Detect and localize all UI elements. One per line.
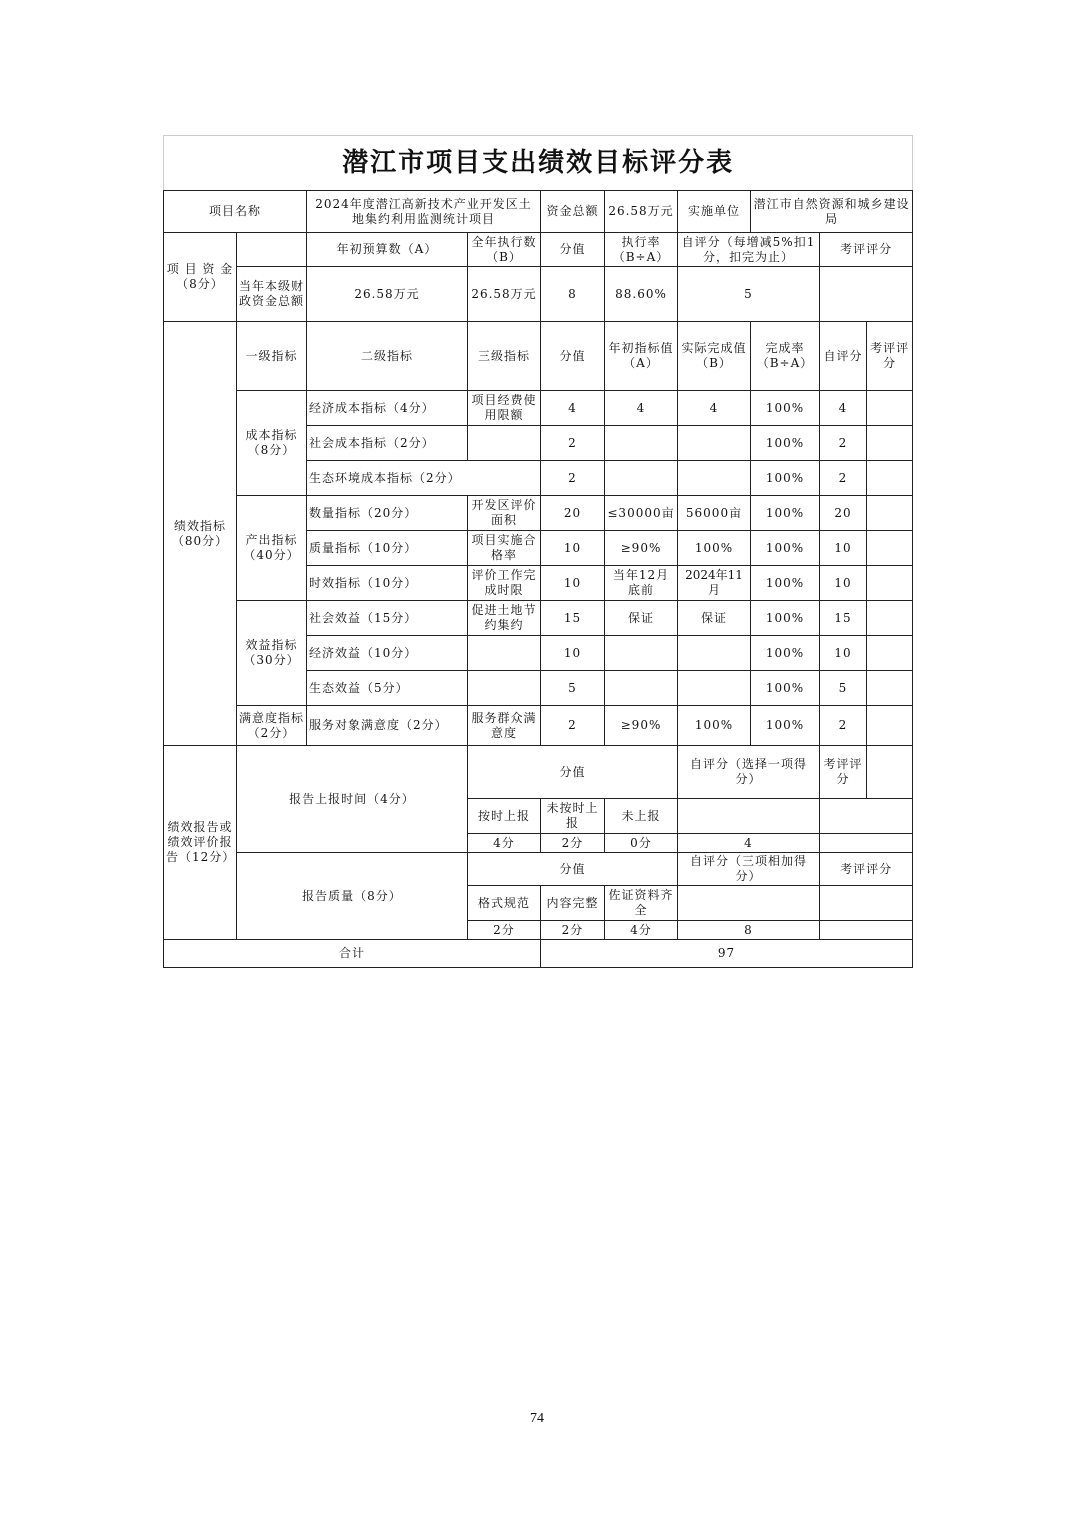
indicator-review-score [867, 566, 913, 601]
indicator-self-score: 20 [820, 496, 867, 531]
indicator-rate: 100% [751, 566, 820, 601]
indicator-actual [678, 636, 751, 671]
indicator-review-score [867, 706, 913, 746]
level3-indicator: 项目实施合格率 [468, 531, 541, 566]
perf-col-level3: 三级指标 [468, 322, 541, 391]
indicator-target: ≥90% [605, 706, 678, 746]
indicator-actual: 保证 [678, 601, 751, 636]
funds-score: 8 [541, 267, 605, 322]
perf-col-level1: 一级指标 [237, 322, 307, 391]
total-funds-value: 26.58万元 [605, 191, 678, 233]
indicator-actual [678, 461, 751, 496]
report-timing-self-score: 4 [678, 834, 820, 853]
report-quality-value: 2分 [468, 921, 541, 940]
total-label: 合计 [164, 940, 541, 968]
performance-score-table [163, 135, 913, 968]
indicator-rate: 100% [751, 391, 820, 426]
indicator-rate: 100% [751, 426, 820, 461]
perf-col-self: 自评分 [820, 322, 867, 391]
funds-executed: 26.58万元 [468, 267, 541, 322]
indicator-target: 保证 [605, 601, 678, 636]
page-number: 74 [530, 1411, 544, 1426]
indicator-actual: 2024年11月 [678, 566, 751, 601]
indicator-review-score [867, 601, 913, 636]
report-section-label: 绩效报告或绩效评价报告（12分） [164, 746, 237, 940]
indicator-score: 20 [541, 496, 605, 531]
report-quality-review-header: 考评评分 [820, 853, 913, 886]
indicator-target [605, 461, 678, 496]
implementing-unit-value: 潜江市自然资源和城乡建设局 [751, 191, 913, 233]
report-quality-option: 佐证资料齐全 [605, 886, 678, 921]
total-value: 97 [541, 940, 913, 968]
level3-indicator: 评价工作完成时限 [468, 566, 541, 601]
level2-indicator: 经济成本指标（4分） [307, 391, 468, 426]
indicator-target [605, 671, 678, 706]
perf-section-label: 绩效指标（80分） [164, 322, 237, 746]
report-timing-review-header: 考评评分 [820, 746, 867, 799]
report-quality-self-score: 8 [678, 921, 820, 940]
report-timing-label: 报告上报时间（4分） [237, 746, 468, 853]
indicator-rate: 100% [751, 461, 820, 496]
indicator-target: 当年12月底前 [605, 566, 678, 601]
level2-indicator: 生态环境成本指标（2分） [307, 461, 541, 496]
indicator-actual: 100% [678, 706, 751, 746]
indicator-self-score: 10 [820, 636, 867, 671]
indicator-review-score [867, 391, 913, 426]
report-quality-option: 内容完整 [541, 886, 605, 921]
level3-indicator: 项目经费使用限额 [468, 391, 541, 426]
indicator-self-score: 2 [820, 426, 867, 461]
indicator-review-score [867, 426, 913, 461]
indicator-self-score: 10 [820, 531, 867, 566]
funds-data-row [164, 267, 913, 322]
funds-col-budget: 年初预算数（A） [307, 233, 468, 267]
table-row [164, 601, 913, 636]
indicator-rate: 100% [751, 496, 820, 531]
report-quality-self-blank [678, 886, 820, 921]
indicator-score: 15 [541, 601, 605, 636]
report-timing-option: 未按时上报 [541, 799, 605, 834]
level3-indicator [468, 426, 541, 461]
indicator-self-score: 5 [820, 671, 867, 706]
level2-indicator: 生态效益（5分） [307, 671, 468, 706]
report-timing-self-header: 自评分（选择一项得分） [678, 746, 820, 799]
project-info-row [164, 191, 913, 233]
perf-col-target: 年初指标值（A） [605, 322, 678, 391]
indicator-rate: 100% [751, 636, 820, 671]
benefit-indicator-label: 效益指标（30分） [237, 601, 307, 706]
level2-indicator: 服务对象满意度（2分） [307, 706, 468, 746]
indicator-actual: 4 [678, 391, 751, 426]
cost-indicator-label: 成本指标（8分） [237, 391, 307, 496]
funds-self-score: 5 [678, 267, 820, 322]
indicator-review-score [867, 671, 913, 706]
report-timing-review-score [820, 834, 913, 853]
indicator-score: 2 [541, 461, 605, 496]
indicator-actual: 56000亩 [678, 496, 751, 531]
score-table-sheet [163, 135, 912, 968]
indicator-rate: 100% [751, 531, 820, 566]
funds-header-row [164, 233, 913, 267]
perf-col-actual: 实际完成值（B） [678, 322, 751, 391]
indicator-self-score: 10 [820, 566, 867, 601]
indicator-rate: 100% [751, 706, 820, 746]
indicator-target [605, 636, 678, 671]
indicator-score: 10 [541, 636, 605, 671]
level2-indicator: 质量指标（10分） [307, 531, 468, 566]
report-quality-value: 2分 [541, 921, 605, 940]
level2-indicator: 社会成本指标（2分） [307, 426, 468, 461]
indicator-score: 10 [541, 566, 605, 601]
report-timing-option: 未上报 [605, 799, 678, 834]
funds-section-label: 项 目 资 金 （8分） [164, 233, 237, 322]
funds-review-score [820, 267, 913, 322]
funds-row-label: 当年本级财政资金总额 [237, 267, 307, 322]
report-quality-label: 报告质量（8分） [237, 853, 468, 940]
report-quality-review-blank [820, 886, 913, 921]
level2-indicator: 经济效益（10分） [307, 636, 468, 671]
indicator-self-score: 2 [820, 706, 867, 746]
table-row [164, 496, 913, 531]
total-row [164, 940, 913, 968]
report-timing-option: 按时上报 [468, 799, 541, 834]
indicator-review-score [867, 461, 913, 496]
perf-col-score: 分值 [541, 322, 605, 391]
perf-col-rate: 完成率（B÷A） [751, 322, 820, 391]
perf-header-row [164, 322, 913, 391]
report-timing-self-blank [678, 799, 820, 834]
total-funds-label: 资金总额 [541, 191, 605, 233]
indicator-score: 5 [541, 671, 605, 706]
report-quality-review-score [820, 921, 913, 940]
indicator-target [605, 426, 678, 461]
report-timing-value: 4分 [468, 834, 541, 853]
funds-blank-cell [237, 233, 307, 267]
funds-budget: 26.58万元 [307, 267, 468, 322]
report-timing-review-blank [820, 799, 913, 834]
report-quality-self-header: 自评分（三项相加得分） [678, 853, 820, 886]
report-quality-option: 格式规范 [468, 886, 541, 921]
level2-indicator: 时效指标（10分） [307, 566, 468, 601]
indicator-rate: 100% [751, 601, 820, 636]
indicator-actual [678, 671, 751, 706]
perf-col-level2: 二级指标 [307, 322, 468, 391]
level2-indicator: 数量指标（20分） [307, 496, 468, 531]
indicator-score: 4 [541, 391, 605, 426]
level3-indicator [468, 636, 541, 671]
perf-col-review: 考评评分 [867, 322, 913, 391]
satisfaction-indicator-label: 满意度指标（2分） [237, 706, 307, 746]
indicator-target: ≥90% [605, 531, 678, 566]
report-quality-header-row [164, 853, 913, 886]
indicator-target: ≤30000亩 [605, 496, 678, 531]
level2-indicator: 社会效益（15分） [307, 601, 468, 636]
indicator-self-score: 4 [820, 391, 867, 426]
report-quality-value: 4分 [605, 921, 678, 940]
project-name-value: 2024年度潜江高新技术产业开发区土地集约利用监测统计项目 [307, 191, 541, 233]
indicator-self-score: 2 [820, 461, 867, 496]
title-row [164, 136, 913, 191]
indicator-actual [678, 426, 751, 461]
funds-col-self: 自评分（每增减5%扣1分，扣完为止） [678, 233, 820, 267]
project-name-label: 项目名称 [164, 191, 307, 233]
indicator-actual: 100% [678, 531, 751, 566]
indicator-review-score [867, 636, 913, 671]
funds-rate: 88.60% [605, 267, 678, 322]
funds-col-rate: 执行率（B÷A） [605, 233, 678, 267]
level3-indicator [468, 671, 541, 706]
level3-indicator: 服务群众满意度 [468, 706, 541, 746]
table-row [164, 706, 913, 746]
output-indicator-label: 产出指标（40分） [237, 496, 307, 601]
funds-col-executed: 全年执行数（B） [468, 233, 541, 267]
implementing-unit-label: 实施单位 [678, 191, 751, 233]
table-title: 潜江市项目支出绩效目标评分表 [164, 136, 913, 191]
indicator-target: 4 [605, 391, 678, 426]
report-timing-value: 2分 [541, 834, 605, 853]
indicator-score: 2 [541, 426, 605, 461]
table-row [164, 391, 913, 426]
level3-indicator: 开发区评价面积 [468, 496, 541, 531]
report-timing-score-header: 分值 [468, 746, 678, 799]
report-timing-value: 0分 [605, 834, 678, 853]
funds-col-review: 考评评分 [820, 233, 913, 267]
indicator-self-score: 15 [820, 601, 867, 636]
level3-indicator: 促进土地节约集约 [468, 601, 541, 636]
indicator-review-score [867, 531, 913, 566]
indicator-score: 2 [541, 706, 605, 746]
report-quality-score-header: 分值 [468, 853, 678, 886]
report-timing-header-row [164, 746, 913, 799]
report-timing-blank [867, 746, 913, 799]
indicator-review-score [867, 496, 913, 531]
funds-col-score: 分值 [541, 233, 605, 267]
indicator-score: 10 [541, 531, 605, 566]
indicator-rate: 100% [751, 671, 820, 706]
